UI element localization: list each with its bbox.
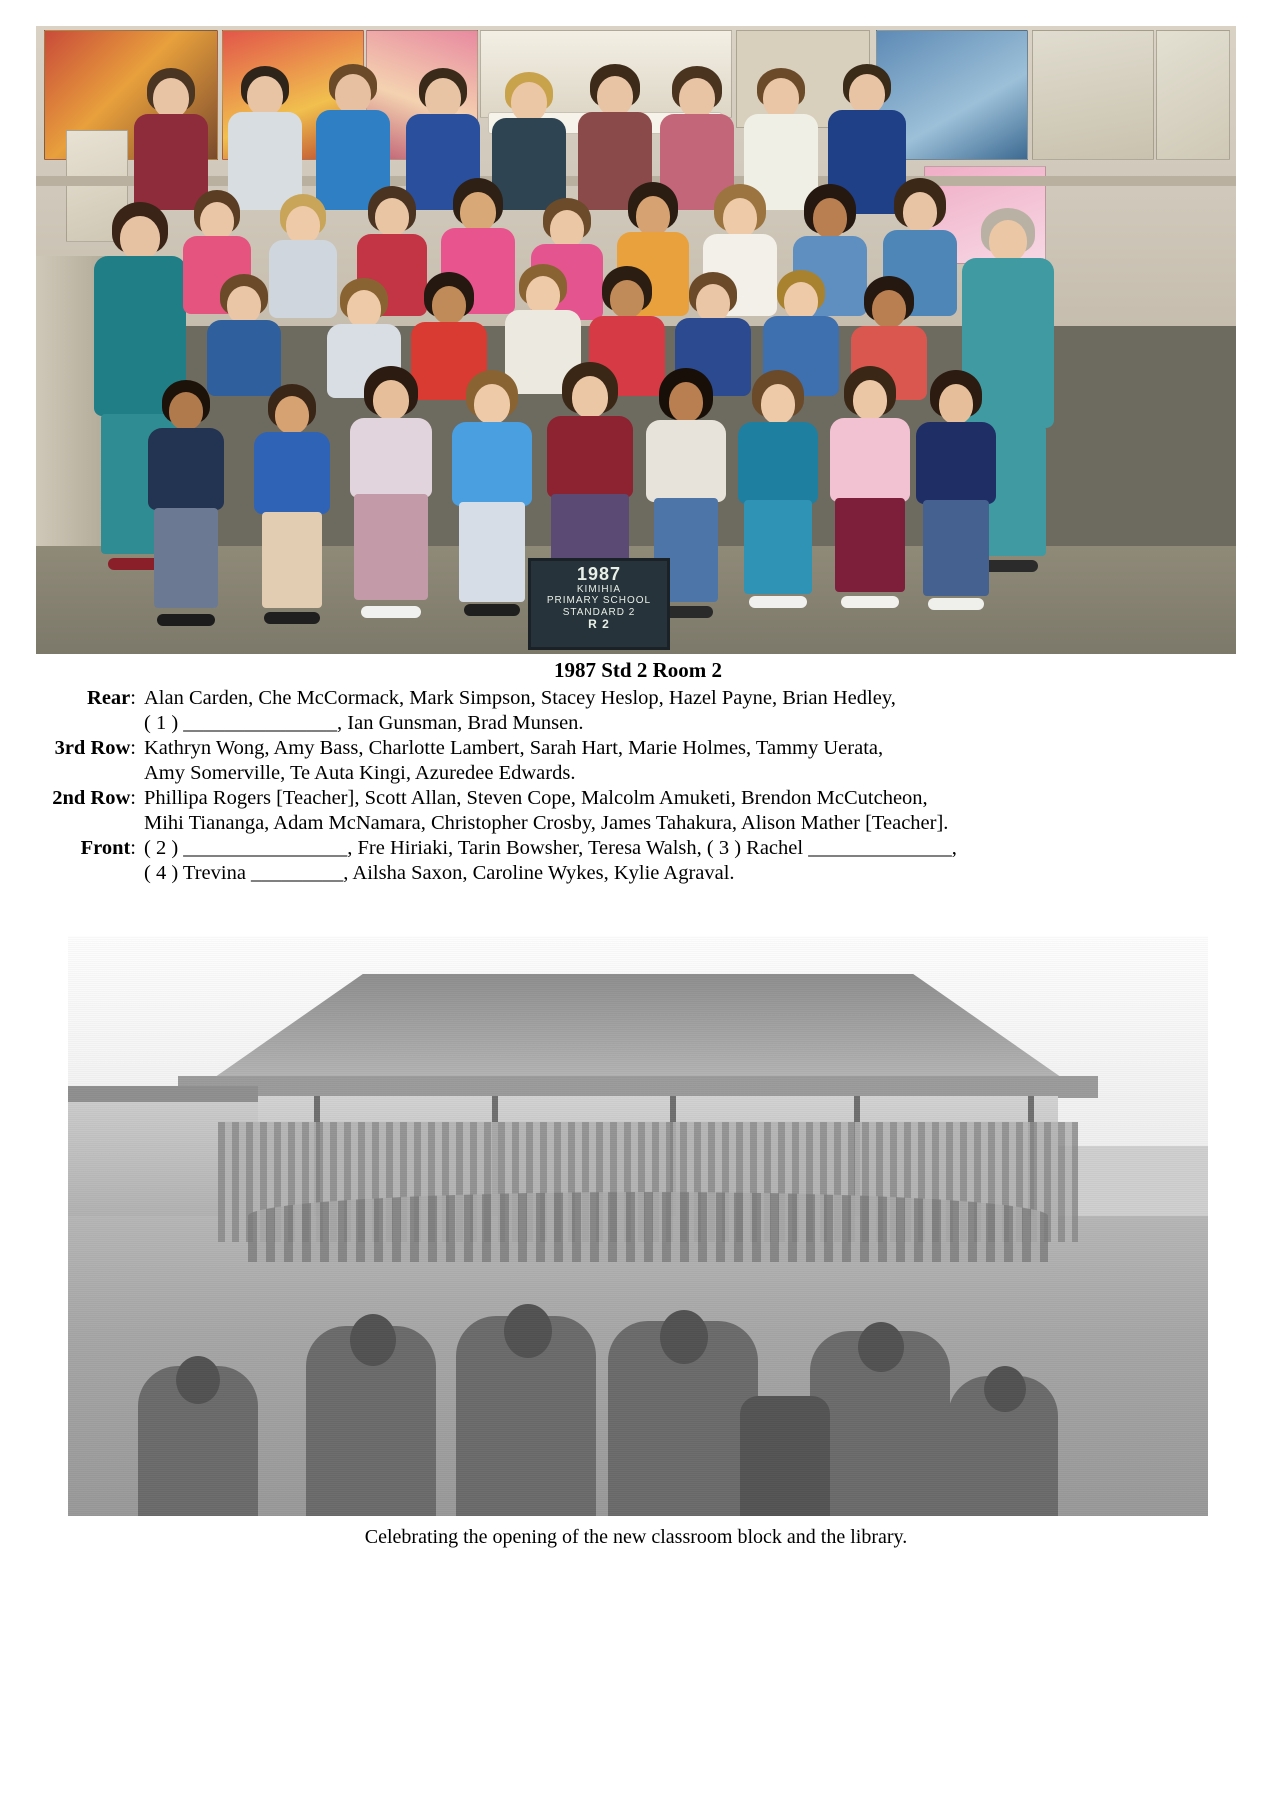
- foreground-person-head: [984, 1366, 1026, 1412]
- caption-row-front: [36, 836, 1240, 886]
- foreground-person-head: [350, 1314, 396, 1366]
- student-front-2: [252, 384, 332, 642]
- sign-room: R 2: [588, 616, 610, 631]
- student-front-7: [736, 370, 820, 638]
- caption-row-rear: [36, 686, 1240, 736]
- class-photo: [36, 26, 1236, 654]
- pushchair: [740, 1396, 830, 1516]
- wall-art: [1032, 30, 1154, 160]
- event-photo: [68, 936, 1208, 1516]
- row-label-rear: Rear:: [87, 687, 136, 709]
- foreground-person-head: [504, 1304, 552, 1358]
- foreground-person-head: [660, 1310, 708, 1364]
- sign-school-line2: PRIMARY SCHOOL: [546, 595, 652, 607]
- row-names-rear: Alan Carden, Che McCormack, Mark Simpson, Stacey Heslop, Hazel Payne, Brian Hedley, ( 1 ) _______________, Ian Gunsman, Brad Munsen.: [144, 687, 896, 734]
- student-rear-1: [132, 68, 210, 208]
- row-names-front: ( 2 ) ________________, Fre Hiriaki, Tarin Bowsher, Teresa Walsh, ( 3 ) Rachel ______________, ( 4 ) Trevina _________, Ailsha Saxon, Caroline Wykes, Kylie Agraval.: [144, 837, 957, 884]
- row-label-front: Front:: [80, 837, 136, 859]
- foreground-person-head: [176, 1356, 220, 1404]
- student-front-3: [348, 366, 434, 638]
- row-names-3rd: Kathryn Wong, Amy Bass, Charlotte Lambert, Sarah Hart, Marie Holmes, Tammy Uerata, Amy Somerville, Te Auta Kingi, Azuredee Edwards.: [144, 737, 884, 784]
- row-label-3rd: 3rd Row:: [54, 737, 136, 759]
- student-2nd-1: [206, 274, 282, 390]
- student-front-9: [914, 370, 998, 638]
- sign-year: 1987: [576, 564, 622, 584]
- foreground-person-head: [858, 1322, 904, 1372]
- sign-standard: STANDARD 2: [562, 606, 636, 618]
- student-front-4: [450, 370, 534, 640]
- left-wing-roof: [68, 1086, 258, 1102]
- seated-crowd-front: [248, 1192, 1048, 1262]
- event-photo-caption: Celebrating the opening of the new classroom block and the library.: [364, 1526, 908, 1548]
- photo-title: 1987 Std 2 Room 2: [553, 658, 722, 682]
- row-label-2nd: 2nd Row:: [52, 787, 136, 809]
- class-photo-caption: [36, 658, 1240, 886]
- caption-row-2nd: [36, 786, 1240, 836]
- wall-art: [1156, 30, 1230, 160]
- caption-row-3rd: [36, 736, 1240, 786]
- roof-edge: [178, 1076, 1098, 1098]
- class-photo-sign: [528, 558, 670, 650]
- sign-school-line1: KIMIHIA: [576, 584, 622, 596]
- student-front-1: [146, 380, 226, 640]
- student-front-8: [828, 366, 912, 638]
- row-names-2nd: Phillipa Rogers [Teacher], Scott Allan, Steven Cope, Malcolm Amuketi, Brendon McCutcheon, Mihi Tiananga, Adam McNamara, Christopher Crosby, James Tahakura, Alison Mather [Teacher].: [144, 787, 949, 834]
- student-rear-2: [226, 66, 304, 208]
